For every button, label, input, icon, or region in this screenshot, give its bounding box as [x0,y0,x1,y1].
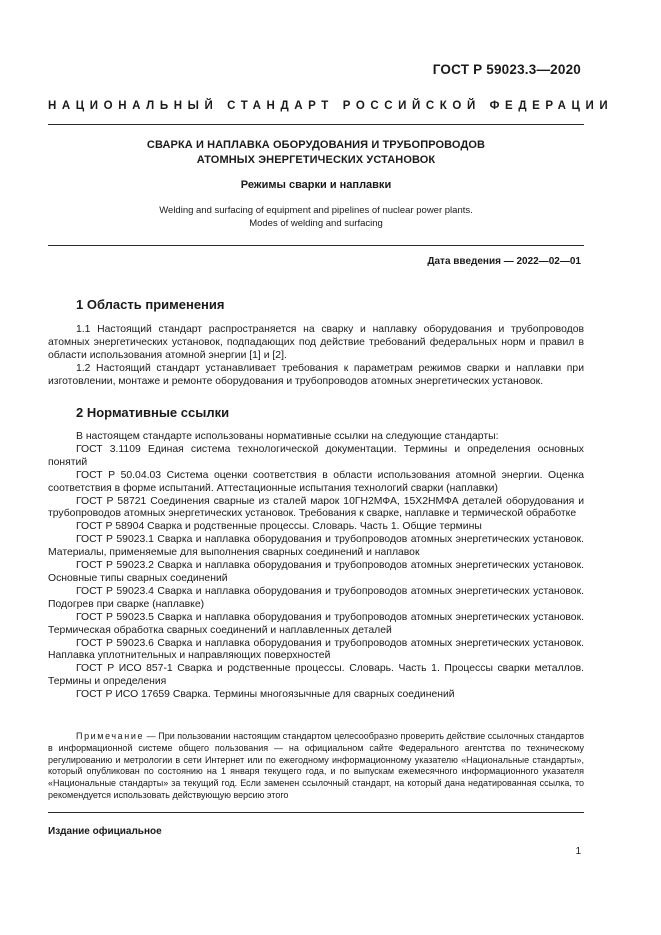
reference-item: ГОСТ Р 59023.2 Сварка и наплавка оборудования и трубопроводов атомных энергетических установок. Основные типы сварных соединений [48,560,584,584]
footer-divider [48,812,584,813]
reference-item: ГОСТ Р 58904 Сварка и родственные процессы. Словарь. Часть 1. Общие термины [76,521,482,533]
note-label: Примечание [76,731,145,741]
official-edition-label: Издание официальное [48,826,162,837]
section-1-paragraph: 1.1 Настоящий стандарт распространяется на сварку и наплавку оборудования и трубопроводов атомных энергетических установок, подпадающих под действие требований федеральных норм и правил в области использования атомной энергии [1] и [2]. [48,324,584,361]
section-2-body [48,431,584,702]
note-paragraph [48,731,584,802]
reference-intro: В настоящем стандарте использованы нормативные ссылки на следующие стандарты: [76,431,499,442]
title-line-1: СВАРКА И НАПЛАВКА ОБОРУДОВАНИЯ И ТРУБОПРОВОДОВ [146,139,486,151]
reference-item: ГОСТ Р 59023.6 Сварка и наплавка оборудования и трубопроводов атомных энергетических установок. Наплавка уплотнительных и направляющих поверхностей [48,637,584,662]
note-text: — При пользовании настоящим стандартом целесообразно проверить действие ссылочных стандартов в информационной системе общего пользования — на официальном сайте Федерального агентства по техническому регулированию и метрологии в сети Интернет или по ежегодному информационному указателю «Национальные стандарты», который опубликован по состоянию на 1 января текущего года, и по выпускам ежемесячного информационного указателя «Национальные стандарты» за текущий год. Если заменен ссылочный стандарт, на который дана недатированная ссылка, то рекомендуется использовать действующую версию этого [48,731,584,800]
section-1-paragraph: 1.2 Настоящий стандарт устанавливает требования к параметрам режимов сварки и наплавки при изготовлении, монтаже и ремонте оборудования и трубопроводов атомных энергетических установок. [48,362,584,387]
document-number: ГОСТ Р 59023.3—2020 [432,62,581,77]
standard-banner: НАЦИОНАЛЬНЫЙ СТАНДАРТ РОССИЙСКОЙ ФЕДЕРАЦИИ [48,100,614,112]
reference-item: ГОСТ Р 59023.5 Сварка и наплавка оборудования и трубопроводов атомных энергетических установок. Термическая обработка сварных соединений и наплавленных деталей [48,611,584,636]
reference-item: ГОСТ Р ИСО 17659 Сварка. Термины многоязычные для сварных соединений [76,689,455,701]
reference-item: ГОСТ 3.1109 Единая система технологической документации. Термины и определения основных понятий [48,443,584,468]
english-title [48,204,584,230]
english-title-line-2: Modes of welding and surfacing [249,218,383,229]
reference-item: ГОСТ Р 59023.4 Сварка и наплавка оборудования и трубопроводов атомных энергетических установок. Подогрев при сварке (наплавке) [48,585,584,610]
reference-item: ГОСТ Р 59023.1 Сварка и наплавка оборудования и трубопроводов атомных энергетических установок. Материалы, применяемые для выполнения сварных соединений и наплавок [48,534,584,559]
reference-item: ГОСТ Р ИСО 857-1 Сварка и родственные процессы. Словарь. Часть 1. Процессы сварки металлов. Термины и определения [48,663,584,688]
section-2-heading: 2 Нормативные ссылки [76,405,230,420]
introduction-date: Дата введения — 2022—02—01 [427,256,581,267]
english-title-line-1: Welding and surfacing of equipment and pipelines of nuclear power plants. [159,205,473,216]
title-line-2: АТОМНЫХ ЭНЕРГЕТИЧЕСКИХ УСТАНОВОК [196,154,436,166]
title-block [48,138,584,230]
reference-item: ГОСТ Р 50.04.03 Система оценки соответствия в области использования атомной энергии. Оценка соответствия в форме испытаний. Аттестационные испытания технологий сварки (наплавки) [48,469,584,494]
page-number: 1 [575,846,581,857]
subtitle: Режимы сварки и наплавки [240,179,392,191]
title-divider [48,245,584,246]
reference-item: ГОСТ Р 58721 Соединения сварные из сталей марок 10ГН2МФА, 15Х2НМФА деталей оборудования и трубопроводов атомных энергетических установок. Требования к сварке, наплавке и термической обработке [48,495,584,520]
section-1-body [48,324,584,389]
section-1-heading: 1 Область применения [76,297,225,312]
top-divider [48,124,584,125]
